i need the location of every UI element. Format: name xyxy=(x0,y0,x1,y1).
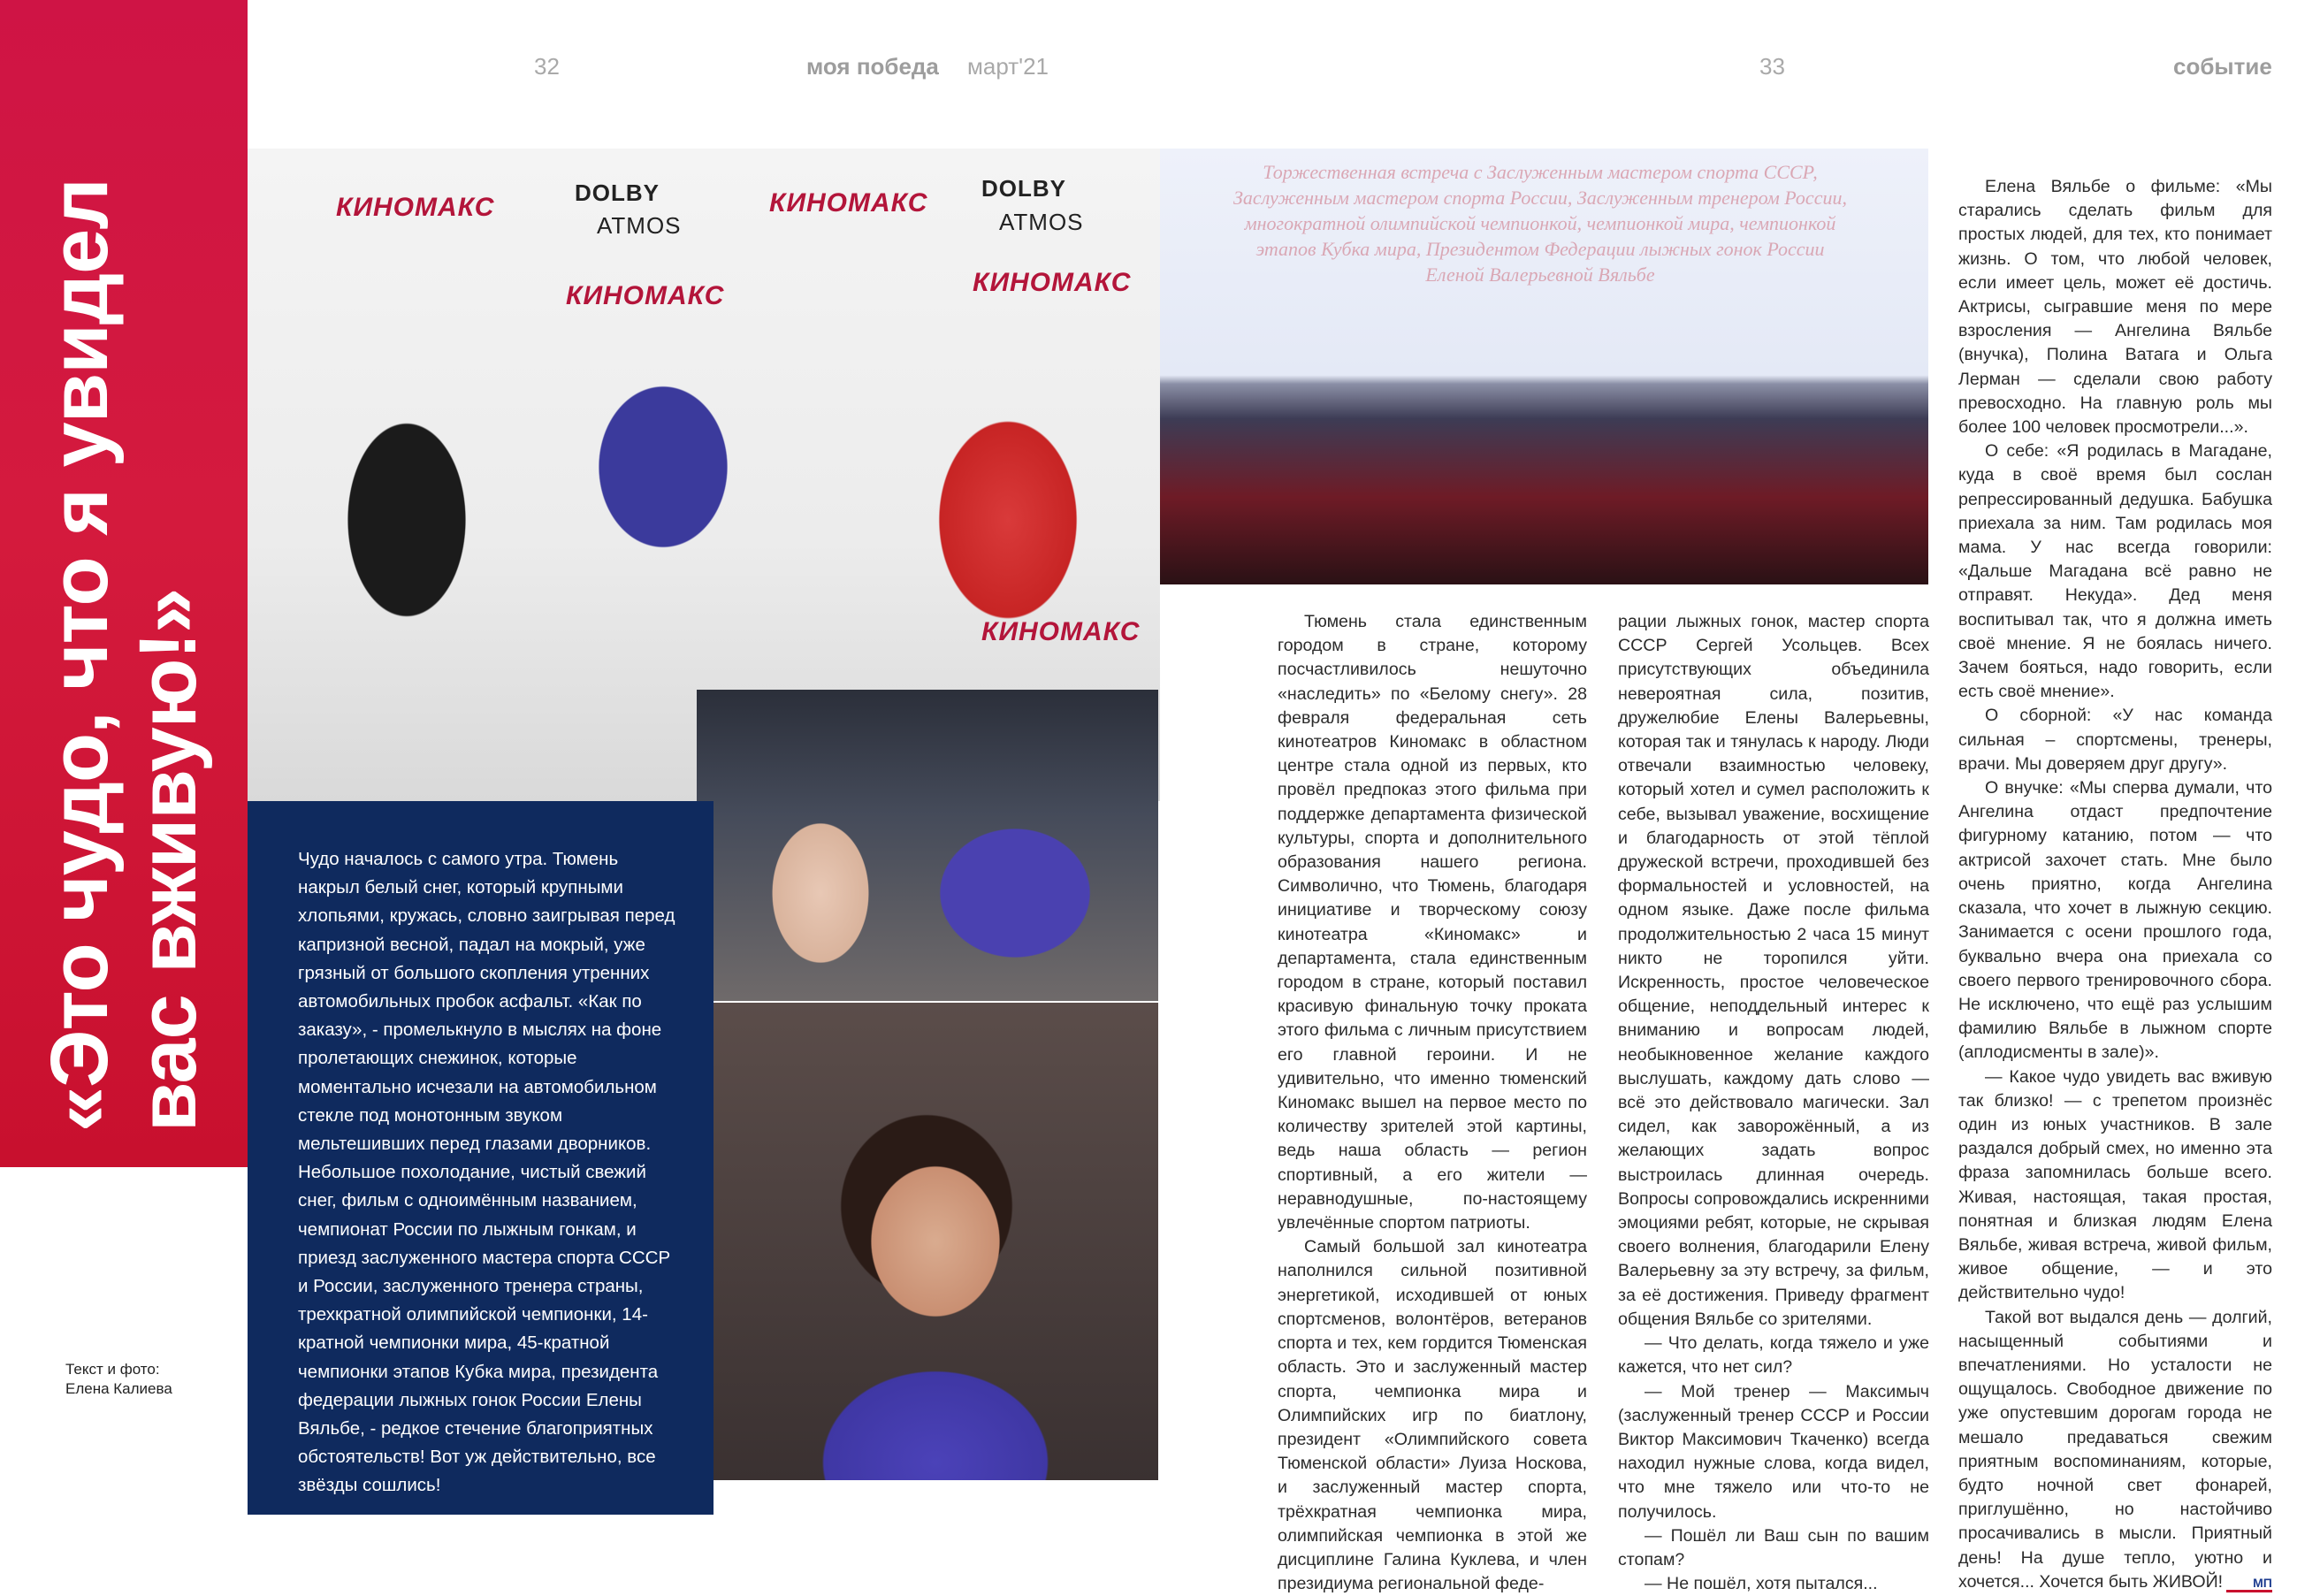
paragraph: — Что делать, когда тяжело и уже кажется, что нет сил? xyxy=(1618,1333,1929,1378)
dolby-logo: DOLBY xyxy=(981,175,1066,202)
article-title-line1: «Это чудо, что я увидел xyxy=(34,179,125,1132)
paragraph: — Мой тренер — Максимыч (заслуженный тренер СССР и России Виктор Максимович Ткаченко) всегда находил нужные слова, когда видел, что мне тяжело или что-то не получилось. xyxy=(1618,1381,1929,1522)
kinomax-logo: КИНОМАКС xyxy=(566,281,725,310)
paragraph xyxy=(1958,1306,2272,1594)
article-title xyxy=(35,0,212,1132)
paragraph: О себе: «Я родилась в Магадане, куда в своё время был сослан репрессированный дедушка. Бабушка приехала за ним. Там родилась моя мама. У нас всегда говорили: «Дальше Магадана всё равно не отправят. Некуда». Дед меня воспитывал так, что я должна иметь своё мнение. Я не боялась ничего. Зачем бояться, надо говорить, если есть своё мнение». xyxy=(1958,441,2272,702)
paragraph: Тюмень стала единственным городом в стране, которому посчастливилось нешуточно «наследить» по «Белому снегу». 28 февраля федеральная сеть кинотеатров Киномакс в областном центре стала одной из первых, кто провёл предпоказ этого фильма при поддержке департамента физической культуры, спорта и дополнительного образования нашего региона. Символично, что Тюмень, благодаря инициативе и творческому союзу кинотеатра «Киномакс» и департамента, стала единственным городом в стране, который поставил красивую финальную точку проката этого фильма с личным присутствием его главной героини. И не удивительно, что именно тюменский Киномакс вышел на первое место по количеству зрителей этой картины, ведь наша область — регион спортивный, а его жители — неравнодушные, по-настоящему увлечённые спортом патриоты. xyxy=(1278,612,1587,1233)
photo-autograph xyxy=(697,690,1158,1001)
issue-date: март'21 xyxy=(967,53,1049,80)
atmos-logo: ATMOS xyxy=(597,212,682,239)
paragraph: — Пошёл ли Ваш сын по вашим стопам? xyxy=(1618,1525,1929,1569)
article-column-1 xyxy=(1278,610,1587,1596)
left-page-number: 32 xyxy=(534,53,560,80)
end-mark-logo: МП xyxy=(2226,1576,2272,1592)
intro-text: Чудо началось с самого утра. Тюмень накрыл белый снег, который крупными хлопьями, кружась, словно заигрывая перед капризной весной, падал на мокрый, уже грязный от большого скопления утренних автомобильных пробок асфальт. «Как по заказу», - промелькнуло в мыслях на фоне пролетающих снежинок, которые моментально исчезали на автомобильном стекле под монотонным звуком мельтешивших перед глазами дворников. Небольшое похолодание, чистый свежий снег, фильм с одноимённым названием, чемпионат России по лыжным гонкам, и приезд заслуженного мастера спорта СССР и России, заслуженного тренера страны, трехкратной олимпийской чемпионки, 14-кратной чемпионки мира, 45-кратной чемпионки этапов Кубка мира, президента федерации лыжных гонок России Елены Вяльбе, - редкое стечение благоприятных обстоятельств! Вот уж действительно, все звёзды сошлись! xyxy=(298,849,675,1496)
section-name: событие xyxy=(2173,53,2272,80)
article-column-3 xyxy=(1958,175,2272,1594)
photo-cinema-hall xyxy=(1160,149,1928,584)
last-paragraph-text: Такой вот выдался день — долгий, насыщенный событиями и впечатлениями. Но усталости не ощущалось. Свободное движение по уже опустевшим дорогам города не мешало предаваться свежим приятным воспоминаниям, которые, будто ночной свет фонарей, приглушённо, но настойчиво просачивались в мысли. Приятный день! На душе тепло, уютно и хочется... Хочется быть ЖИВОЙ! xyxy=(1958,1307,2272,1592)
intro-box xyxy=(248,801,714,1515)
kinomax-logo: КИНОМАКС xyxy=(769,188,928,218)
kinomax-logo: КИНОМАКС xyxy=(973,268,1132,297)
credit-author: Елена Калиева xyxy=(65,1380,172,1397)
photo-portrait xyxy=(697,1003,1158,1480)
screen-caption: Торжественная встреча с Заслуженным мастером спорта СССР, Заслуженным мастером спорта России, Заслуженным тренером России, многократной олимпийской чемпионкой, чемпионкой мира, чемпионкой этапов Кубка мира, Президентом Федерации лыжных гонок России Еленой Валерьевной Вяльбе xyxy=(1233,161,1847,286)
dolby-logo: DOLBY xyxy=(575,179,660,206)
paragraph: О внучке: «Мы сперва думали, что Ангелина отдаст предпочтение фигурному катанию, потом — что актрисой захочет стать. Мне было очень приятно, когда Ангелина сказала, что хочет в лыжную секцию. Занимается с осени прошлого года, буквально вчера она приехала со своего первого тренировочного сбора. Не исключено, что ещё раз услышим фамилию Вяльбе в лыжном спорте (аплодисменты в зале)». xyxy=(1958,778,2272,1063)
paragraph: Самый большой зал кинотеатра наполнился сильной позитивной энергетикой, исходившей от юных спортсменов, волонтёров, ветеранов спорта и тех, кем гордится Тюменская область. Это и заслуженный мастер спорта, чемпионка мира и Олимпийских игр по биатлону, президент «Олимпийского совета Тюменской области» Луиза Носкова, и заслуженный мастер спорта, трёхкратная чемпионка мира, олимпийская чемпионка в этой же дисциплине Галина Куклева, и член президиума региональной феде- xyxy=(1278,1237,1587,1594)
magazine-name: моя победа xyxy=(806,53,939,80)
kinomax-logo: КИНОМАКС xyxy=(336,193,495,222)
paragraph: рации лыжных гонок, мастер спорта СССР Сергей Усольцев. Всех присутствующих объединила невероятная сила, позитив, дружелюбие Елены Валерьевны, которая так и тянулась к народу. Люди отвечали взаимностью человеку, который хотел и сумел расположить к себе, вызывал уважение, восхищение и благодарность от этой тёплой дружеской встречи, проходившей без формальностей и условностей, на одном языке. Даже после фильма продолжительностью 2 часа 15 минут никто не торопился уйти. Искренность, простое человеческое общение, неподдельный интерес к вниманию и вопросам людей, необыкновенное желание каждого выслушать, каждому дать слово — всё это действовало магически. Зал сидел, как заворожённый, а из желающих задать вопрос выстроилась длинная очередь. Вопросы сопровождались искренними эмоциями ребят, которые, не скрывая своего волнения, благодарили Елену Валерьевну за эту встречу, за фильм, за её достижения. Приведу фрагмент общения Вяльбе со зрителями. xyxy=(1618,612,1929,1329)
title-band xyxy=(0,0,248,1167)
right-page-number: 33 xyxy=(1759,53,1785,80)
kinomax-logo: КИНОМАКС xyxy=(981,617,1141,646)
credit-label: Текст и фото: xyxy=(65,1361,160,1378)
author-credit xyxy=(65,1360,172,1399)
paragraph: — Не пошёл, хотя пытался... xyxy=(1645,1574,1878,1594)
paragraph: — Какое чудо увидеть вас вживую так близко! — с трепетом произнёс один из юных участников. В зале раздался добрый смех, но именно эта фраза запомнилась больше всего. Живая, настоящая, такая простая, понятная и близкая людям Елена Вяльбе, живая встреча, живой фильм, живое общение, — и это действительно чудо! xyxy=(1958,1066,2272,1303)
article-column-2 xyxy=(1618,610,1929,1596)
paragraph: О сборной: «У нас команда сильная – спортсмены, тренеры, врачи. Мы доверяем друг другу». xyxy=(1958,706,2272,774)
paragraph: Елена Вяльбе о фильме: «Мы старались сделать фильм для простых людей, для тех, кто понимает жизнь. О том, что любой человек, если имеет цель, может её достичь. Актрисы, сыгравшие меня по мере взросления — Ангелина Вяльбе (внучка), Полина Ватага и Ольга Лерман — сделали свою работу превосходно. На главную роль мы более 100 человек просмотрели...». xyxy=(1958,177,2272,438)
atmos-logo: ATMOS xyxy=(999,209,1084,235)
article-title-line2: вас вживую!» xyxy=(123,588,213,1132)
